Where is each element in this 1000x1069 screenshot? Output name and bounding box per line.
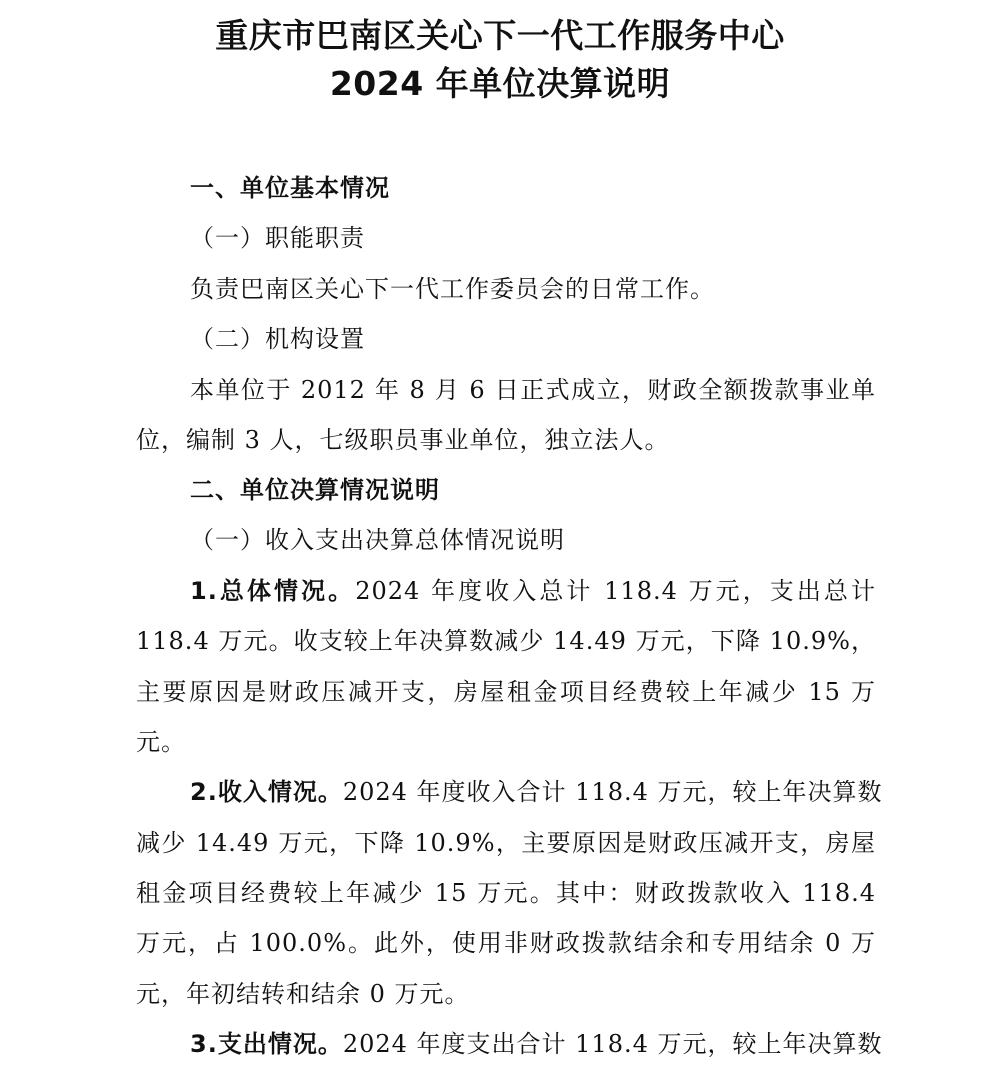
expense-lead: 3.支出情况。 <box>190 1030 343 1058</box>
section2-heading: 二、单位决算情况说明 <box>190 476 440 504</box>
income-line2: 减少 14.49 万元，下降 10.9%，主要原因是财政压减开支，房屋 <box>136 829 876 857</box>
document-title-line2: 2024 年单位决算说明 <box>329 64 671 103</box>
expense-line1 <box>190 1029 883 1059</box>
income-lead: 2.收入情况。 <box>190 778 343 806</box>
overall-line4: 元。 <box>136 728 186 756</box>
income-line4: 万元，占 100.0%。此外，使用非财政拨款结余和专用结余 0 万 <box>136 929 876 957</box>
overall-lead: 1.总体情况。 <box>190 577 356 605</box>
overall-line1 <box>190 576 876 606</box>
section1-heading: 一、单位基本情况 <box>190 174 390 202</box>
overall-line3: 主要原因是财政压减开支，房屋租金项目经费较上年减少 15 万 <box>136 678 876 706</box>
overall-line2: 118.4 万元。收支较上年决算数减少 14.49 万元，下降 10.9%， <box>136 627 876 655</box>
section1-sub2-line2: 位，编制 3 人，七级职员事业单位，独立法人。 <box>136 426 670 454</box>
overall-line1-text: 2024 年度收入总计 118.4 万元，支出总计 <box>355 577 876 605</box>
document-title-line1: 重庆市巴南区关心下一代工作服务中心 <box>215 16 785 55</box>
section2-sub1-heading: （一）收入支出决算总体情况说明 <box>190 526 565 554</box>
section1-sub1-heading: （一）职能职责 <box>190 224 365 252</box>
section1-sub1-text: 负责巴南区关心下一代工作委员会的日常工作。 <box>190 275 715 303</box>
section1-sub2-heading: （二）机构设置 <box>190 325 365 353</box>
income-line3: 租金项目经费较上年减少 15 万元。其中：财政拨款收入 118.4 <box>136 879 876 907</box>
section1-sub2-line1: 本单位于 2012 年 8 月 6 日正式成立，财政全额拨款事业单 <box>190 376 876 404</box>
income-line1 <box>190 777 883 807</box>
income-line1-text: 2024 年度收入合计 118.4 万元，较上年决算数 <box>342 778 883 806</box>
income-line5: 元，年初结转和结余 0 万元。 <box>136 980 470 1008</box>
expense-line1-text: 2024 年度支出合计 118.4 万元，较上年决算数 <box>342 1030 883 1058</box>
